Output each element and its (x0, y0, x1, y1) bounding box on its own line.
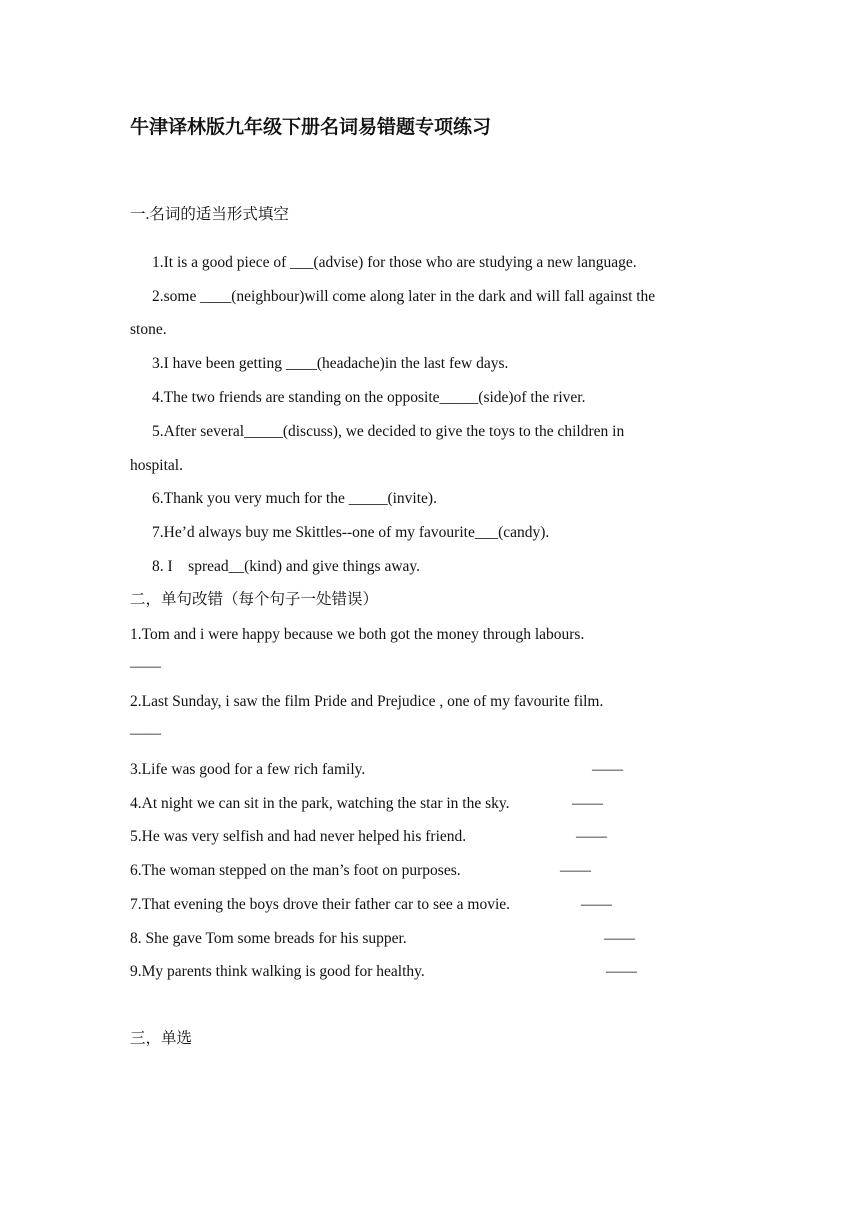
correction-blank-8: —— (604, 930, 635, 947)
correction-blank-2: —— (130, 725, 161, 742)
fill-in-item-8: 8. I spread__(kind) and give things away. (152, 558, 421, 575)
correction-item-9: 9.My parents think walking is good for healthy. (130, 963, 425, 980)
page-title: 牛津译林版九年级下册名词易错题专项练习 (130, 117, 492, 138)
correction-item-3: 3.Life was good for a few rich family. (130, 761, 366, 778)
correction-blank-9: —— (606, 963, 637, 980)
fill-in-item-5: 5.After several_____(discuss), we decided to give the toys to the children in (152, 423, 625, 440)
fill-in-item-2-continued: stone. (130, 321, 167, 338)
correction-blank-6: —— (560, 862, 591, 879)
correction-blank-1: —— (130, 658, 161, 675)
fill-in-item-6: 6.Thank you very much for the _____(invite). (152, 490, 437, 507)
fill-in-item-5-continued: hospital. (130, 457, 183, 474)
correction-item-6: 6.The woman stepped on the man’s foot on purposes. (130, 862, 461, 879)
correction-item-4: 4.At night we can sit in the park, watching the star in the sky. (130, 795, 510, 812)
section-heading-error-correction: 二，单句改错（每个句子一处错误） (130, 591, 379, 608)
correction-item-8: 8. She gave Tom some breads for his supper. (130, 930, 407, 947)
correction-blank-4: —— (572, 795, 603, 812)
correction-blank-5: —— (576, 828, 607, 845)
fill-in-item-1: 1.It is a good piece of ___(advise) for those who are studying a new language. (152, 254, 637, 271)
fill-in-item-7: 7.He’d always buy me Skittles--one of my favourite___(candy). (152, 524, 550, 541)
correction-blank-7: —— (581, 896, 612, 913)
correction-item-5: 5.He was very selfish and had never helped his friend. (130, 828, 467, 845)
fill-in-item-4: 4.The two friends are standing on the opposite_____(side)of the river. (152, 389, 586, 406)
correction-item-2: 2.Last Sunday, i saw the film Pride and Prejudice , one of my favourite film. (130, 693, 604, 710)
correction-item-7: 7.That evening the boys drove their father car to see a movie. (130, 896, 511, 913)
fill-in-item-3: 3.I have been getting ____(headache)in the last few days. (152, 355, 509, 372)
section-heading-fill-in: 一.名词的适当形式填空 (130, 206, 289, 223)
section-heading-multiple-choice: 三，单选 (130, 1030, 193, 1047)
fill-in-item-2: 2.some ____(neighbour)will come along later in the dark and will fall against the (152, 288, 656, 305)
correction-item-1: 1.Tom and i were happy because we both got the money through labours. (130, 626, 585, 643)
correction-blank-3: —— (592, 761, 623, 778)
